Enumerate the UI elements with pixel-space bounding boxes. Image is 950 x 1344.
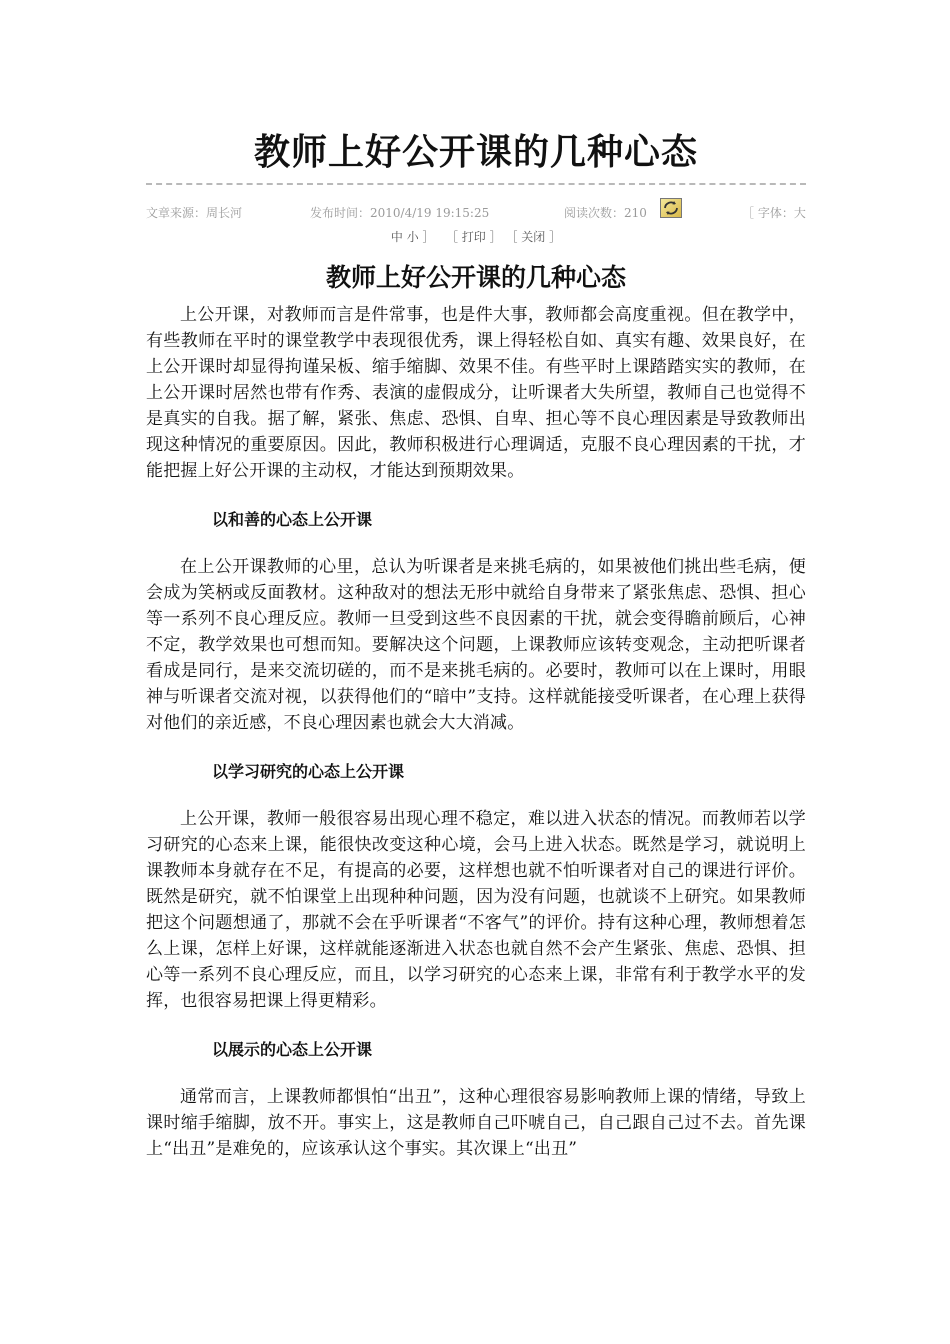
- meta-time: 发布时间：2010/4/19 19:15:25: [310, 206, 490, 220]
- section-paragraph: 在上公开课教师的心里，总认为听课者是来挑毛病的，如果被他们挑出些毛病，便会成为笑柄或反面教材。这种敌对的想法无形中就给自身带来了紧张焦虑、恐惧、担心等一系列不良心理反应。教师一旦受到这些不良因素的干扰，就会变得瞻前顾后，心神不定，教学效果也可想而知。要解决这个问题，上课教师应该转变观念，主动把听课者看成是同行，是来交流切磋的，而不是来挑毛病的。必要时，教师可以在上课时，用眼神与听课者交流对视，以获得他们的“暗中”支持。这样就能接受听课者，在心理上获得对他们的亲近感，不良心理因素也就会大大消减。: [146, 557, 806, 733]
- section-heading: 以展示的心态上公开课: [212, 1040, 373, 1059]
- section-heading: 以学习研究的心态上公开课: [212, 762, 405, 781]
- meta-reads: 阅读次数：210: [564, 206, 647, 220]
- refresh-icon[interactable]: [660, 198, 682, 218]
- article-title: 教师上好公开课的几种心态: [253, 132, 698, 173]
- close-link[interactable]: ［ 关闭 ］: [505, 230, 562, 244]
- section-paragraph: 通常而言，上课教师都惧怕“出丑”，这种心理很容易影响教师上课的情绪，导致上课时缩手缩脚，放不开。事实上，这是教师自己吓唬自己，自己跟自己过不去。首先课上“出丑”是难免的，应该承认这个事实。其次课上“出丑”: [146, 1087, 806, 1159]
- section-heading: 以和善的心态上公开课: [212, 510, 373, 529]
- article-body: [146, 302, 806, 1162]
- meta-actions: [146, 228, 806, 245]
- meta-row: [146, 204, 806, 224]
- font-size-label[interactable]: ［ 字体：大: [742, 206, 806, 220]
- section-paragraph: 上公开课，教师一般很容易出现心理不稳定，难以进入状态的情况。而教师若以学习研究的心态来上课，能很快改变这种心境，会马上进入状态。既然是学习，就说明上课教师本身就存在不足，有提高的必要，这样想也就不怕听课者对自己的课进行评价。既然是研究，就不怕课堂上出现种种问题，因为没有问题，也就谈不上研究。如果教师把这个问题想通了，那就不会在乎听课者“不客气”的评价。持有这种心理，教师想着怎么上课，怎样上好课，这样就能逐渐进入状态也就自然不会产生紧张、焦虑、恐惧、担心等一系列不良心理反应，而且，以学习研究的心态来上课，非常有利于教学水平的发挥，也很容易把课上得更精彩。: [146, 809, 806, 1011]
- meta-source: 文章来源：周长河: [146, 206, 243, 220]
- title-divider: [146, 183, 806, 185]
- article-subtitle: 教师上好公开课的几种心态: [325, 263, 626, 292]
- font-size-options[interactable]: 中 小 ］: [390, 230, 435, 244]
- intro-paragraph: 上公开课，对教师而言是件常事，也是件大事，教师都会高度重视。但在教学中，有些教师在平时的课堂教学中表现很优秀，课上得轻松自如、真实有趣、效果良好，在上公开课时却显得拘谨呆板、缩手缩脚、效果不佳。有些平时上课踏踏实实的教师，在上公开课时居然也带有作秀、表演的虚假成分，让听课者大失所望，教师自己也觉得不是真实的自我。据了解，紧张、焦虑、恐惧、自卑、担心等不良心理因素是导致教师出现这种情况的重要原因。因此，教师积极进行心理调适，克服不良心理因素的干扰，才能把握上好公开课的主动权，才能达到预期效果。: [146, 305, 806, 481]
- print-link[interactable]: ［ 打印 ］: [445, 230, 502, 244]
